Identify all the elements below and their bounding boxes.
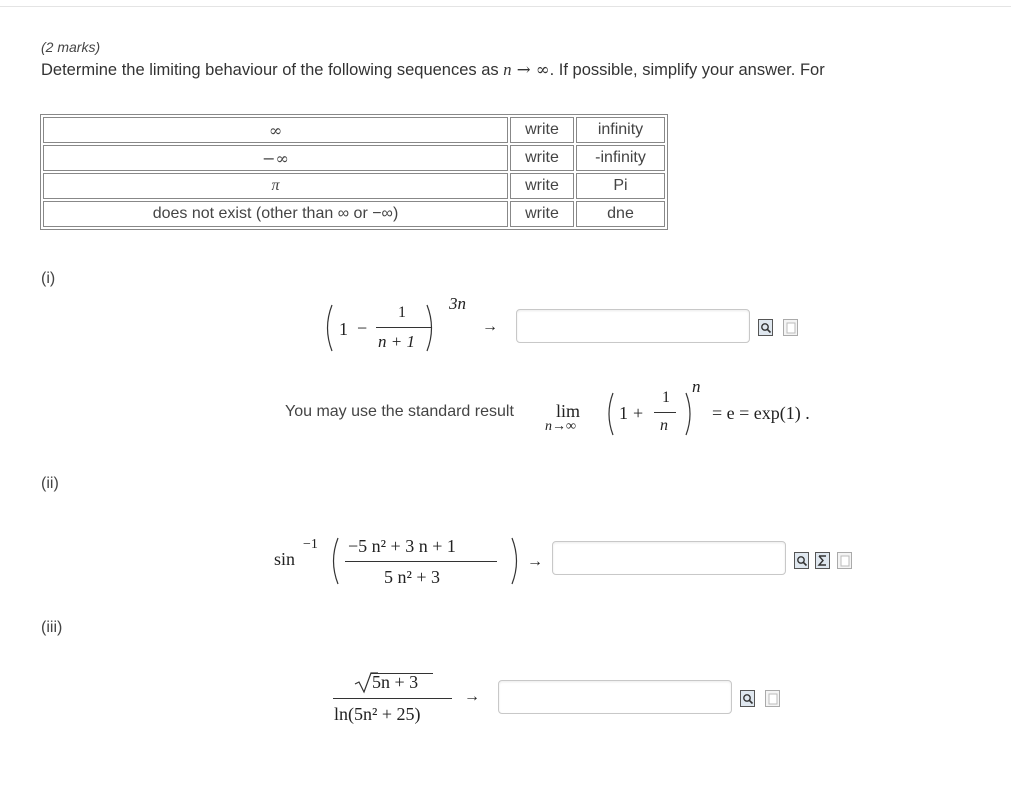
hint-exponent: n: [692, 377, 701, 396]
verb-cell: write: [510, 173, 574, 199]
table-row: [43, 173, 665, 199]
expr-ii-func-sup: −1: [303, 537, 318, 552]
sigma-icon[interactable]: [815, 552, 830, 569]
answer-input-i[interactable]: [516, 309, 750, 343]
code-cell: infinity: [576, 117, 665, 143]
paste-icon[interactable]: [783, 319, 798, 336]
expr-ii-denominator: 5 n² + 3: [384, 567, 441, 587]
meaning-cell: does not exist (other than ∞ or −∞): [43, 201, 508, 227]
hint-plus: +: [633, 403, 644, 423]
arrow: →: [527, 553, 543, 570]
table-row: [43, 145, 665, 171]
hint-lim-sub: n→∞: [545, 419, 576, 434]
expr-i-numerator: 1: [398, 304, 406, 321]
meaning-cell: π: [43, 173, 508, 199]
conventions-table: [40, 114, 668, 230]
preview-icon[interactable]: [758, 319, 773, 336]
expr-ii-numerator: −5 n² + 3 n + 1: [348, 536, 456, 556]
part-label: (i): [41, 270, 56, 287]
preview-icon[interactable]: [794, 552, 809, 569]
table-row: [43, 201, 665, 227]
hint-denominator: n: [660, 417, 668, 434]
arrow: →: [482, 318, 498, 335]
expr-i-denominator: n + 1: [378, 332, 415, 351]
fraction-bar: [345, 561, 497, 562]
code-cell: dne: [576, 201, 665, 227]
hint-one: 1: [619, 403, 628, 423]
meaning-cell: −∞: [43, 145, 508, 171]
question-prompt: Determine the limiting behaviour of the following sequences as n → ∞. If possible, simplify your answer. For: [41, 60, 825, 79]
top-divider: [0, 6, 1011, 7]
arrow: →: [464, 688, 480, 705]
preview-icon[interactable]: [740, 690, 755, 707]
part-label: (iii): [41, 619, 63, 636]
verb-cell: write: [510, 117, 574, 143]
meaning-cell: ∞: [43, 117, 508, 143]
fraction-bar: [654, 412, 676, 413]
expr-iii-numerator: 5n + 3: [372, 672, 419, 692]
expr-ii-func: sin: [274, 549, 296, 569]
marks-label: (2 marks): [41, 39, 101, 55]
fraction-bar: [333, 698, 452, 699]
hint-text: You may use the standard result: [285, 403, 514, 420]
expr-i-exponent: 3n: [449, 294, 466, 313]
hint-brackets: [604, 384, 694, 442]
paste-icon[interactable]: [837, 552, 852, 569]
hint-lim: lim: [556, 401, 581, 421]
table-row: [43, 117, 665, 143]
expr-i-minus: −: [357, 318, 368, 338]
paste-icon[interactable]: [765, 690, 780, 707]
verb-cell: write: [510, 201, 574, 227]
code-cell: Pi: [576, 173, 665, 199]
answer-input-ii[interactable]: [552, 541, 786, 575]
expr-iii-denominator: ln(5n² + 25): [334, 704, 421, 724]
answer-input-iii[interactable]: [498, 680, 732, 714]
fraction-bar: [376, 327, 432, 328]
code-cell: -infinity: [576, 145, 665, 171]
hint-rhs: = e = exp(1) .: [712, 403, 810, 423]
expr-i-one: 1: [339, 319, 348, 339]
part-label: (ii): [41, 475, 59, 492]
hint-numerator: 1: [662, 389, 670, 406]
verb-cell: write: [510, 145, 574, 171]
